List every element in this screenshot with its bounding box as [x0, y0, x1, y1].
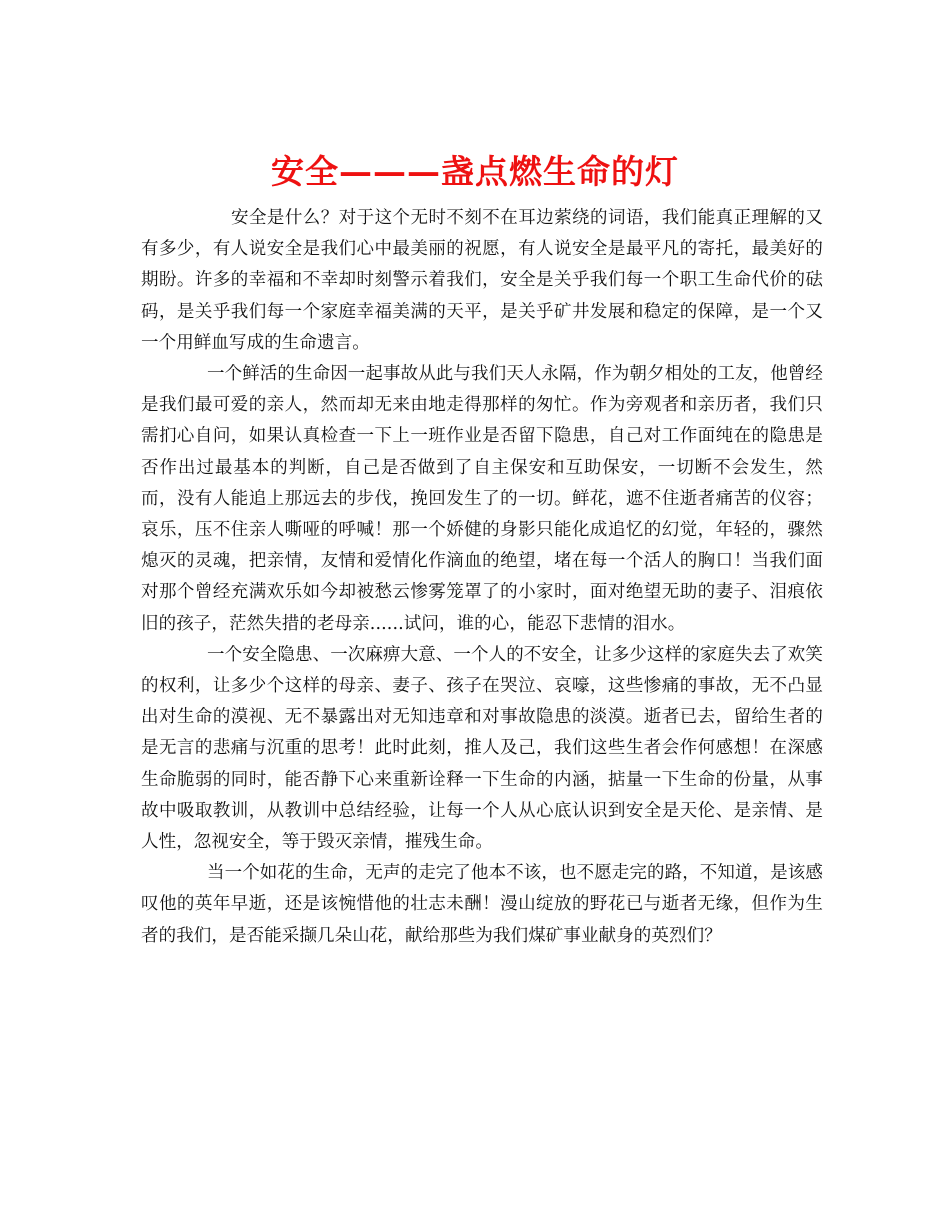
document-body — [141, 203, 823, 952]
paragraph-2: 一个鲜活的生命因一起事故从此与我们天人永隔，作为朝夕相处的工友，他曾经是我们最可爱的亲人，然而却无来由地走得那样的匆忙。作为旁观者和亲历者，我们只需扪心自问，如果认真检查一下上一班作业是否留下隐患，自己对工作面纯在的隐患是否作出过最基本的判断，自己是否做到了自主保安和互助保安，一切断不会发生，然而，没有人能追上那远去的步伐，挽回发生了的一切。鲜花，遮不住逝者痛苦的仪容；哀乐，压不住亲人嘶哑的呼喊！那一个娇健的身影只能化成追忆的幻觉，年轻的，骤然熄灭的灵魂，把亲情，友情和爱情化作滴血的绝望，堵在每一个活人的胸口！当我们面对那个曾经充满欢乐如今却被愁云惨雾笼罩了的小家时，面对绝望无助的妻子、泪痕依旧的孩子，茫然失措的老母亲......试问，谁的心，能忍下悲情的泪水。 — [141, 364, 823, 634]
paragraph-1: 安全是什么？对于这个无时不刻不在耳边萦绕的词语，我们能真正理解的又有多少，有人说安全是我们心中最美丽的祝愿，有人说安全是最平凡的寄托，最美好的期盼。许多的幸福和不幸却时刻警示着我们，安全是关乎我们每一个职工生命代价的砝码，是关乎我们每一个家庭幸福美满的天平，是关乎矿井发展和稳定的保障，是一个又一个用鲜血写成的生命遗言。 — [141, 208, 823, 353]
paragraph-4: 当一个如花的生命，无声的走完了他本不该，也不愿走完的路，不知道，是该感叹他的英年早逝，还是该惋惜他的壮志未酬！漫山绽放的野花已与逝者无缘，但作为生者的我们，是否能采撷几朵山花，献给那些为我们煤矿事业献身的英烈们？ — [141, 863, 823, 946]
paragraph-3: 一个安全隐患、一次麻痹大意、一个人的不安全，让多少这样的家庭失去了欢笑的权利，让多少个这样的母亲、妻子、孩子在哭泣、哀嚎，这些惨痛的事故，无不凸显出对生命的漠视、无不暴露出对无知违章和对事故隐患的淡漠。逝者已去，留给生者的是无言的悲痛与沉重的思考！此时此刻，推人及己，我们这些生者会作何感想！在深感生命脆弱的同时，能否静下心来重新诠释一下生命的内涵，掂量一下生命的份量，从事故中吸取教训，从教训中总结经验，让每一个人从心底认识到安全是天伦、是亲情、是人性，忽视安全，等于毁灭亲情，摧残生命。 — [141, 644, 823, 853]
document-title: 安全———盏点燃生命的灯 — [271, 152, 679, 192]
